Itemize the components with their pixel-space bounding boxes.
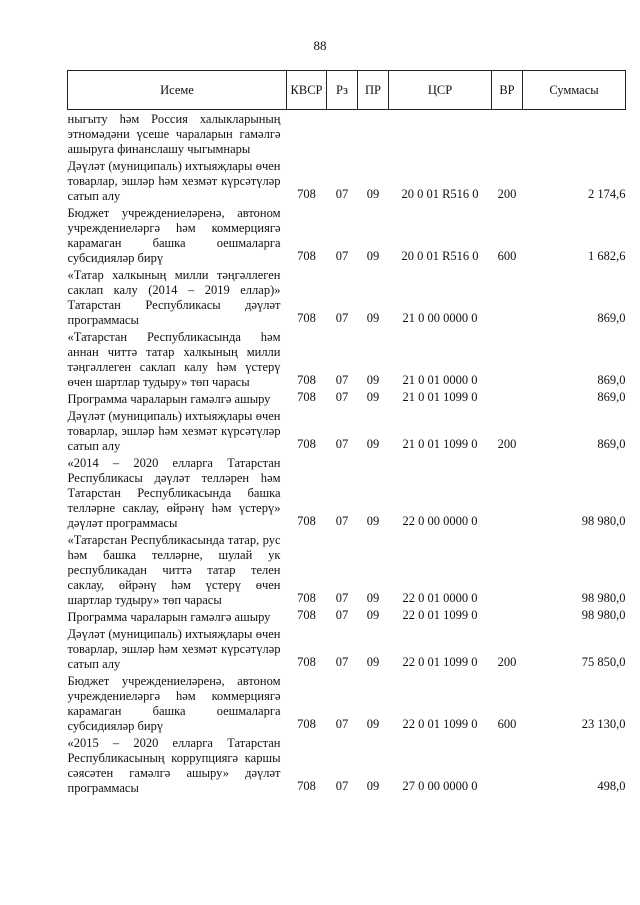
cell-name: Дәүләт (муниципаль) ихтыяҗлары өчен товарлар, эшләр һәм хезмәт күрсәтүләр сатып алу [67, 159, 281, 203]
cell-sum: 98 980,0 [581, 514, 626, 528]
cell-vr: 200 [497, 437, 517, 451]
table-row [68, 390, 626, 407]
cell-pr [358, 110, 389, 158]
cell-rz: 07 [335, 187, 349, 201]
cell-pr: 09 [366, 655, 380, 669]
table-header-row [68, 71, 626, 110]
cell-rz: 07 [335, 608, 349, 622]
cell-pr: 09 [366, 591, 380, 605]
cell-pr: 09 [366, 514, 380, 528]
cell-csr: 21 0 01 0000 0 [402, 373, 478, 387]
cell-sum: 23 130,0 [581, 717, 626, 731]
cell-vr [492, 454, 523, 531]
header-vr: ВР [492, 71, 523, 110]
cell-name: Программа чараларын гамәлгә ашыру [67, 392, 271, 406]
cell-vr [492, 734, 523, 796]
cell-kvsr: 708 [297, 591, 316, 605]
cell-name: ныгыту һәм Россия халыкларының этномәдәни үсеше чараларын гамәлгә ашыруга финанслашу чыгымнары [67, 112, 281, 156]
cell-sum: 498,0 [597, 779, 626, 793]
cell-name: Дәүләт (муниципаль) ихтыяҗлары өчен товарлар, эшләр һәм хезмәт күрсәтүләр сатып алу [67, 409, 281, 453]
cell-sum: 869,0 [597, 437, 626, 451]
cell-pr: 09 [366, 311, 380, 325]
cell-pr: 09 [366, 717, 380, 731]
cell-name: Дәүләт (муниципаль) ихтыяҗлары өчен товарлар, эшләр һәм хезмәт күрсәтүләр сатып алу [67, 627, 281, 671]
cell-kvsr: 708 [297, 249, 316, 263]
cell-name: Бюджет учреждениеләренә, автоном учреждениеләргә һәм коммерциягә карамаган башка оешмаларга субсидияләр бирү [67, 206, 281, 265]
header-sum: Суммасы [523, 71, 626, 110]
cell-vr [492, 110, 523, 158]
cell-csr: 22 0 00 0000 0 [402, 514, 478, 528]
cell-sum: 869,0 [597, 390, 626, 404]
cell-kvsr: 708 [297, 779, 316, 793]
table-row [68, 407, 626, 454]
cell-rz: 07 [335, 249, 349, 263]
cell-sum: 869,0 [597, 373, 626, 387]
cell-csr [389, 110, 492, 158]
budget-table [67, 70, 626, 796]
cell-vr: 600 [497, 717, 517, 731]
cell-name: «2014 – 2020 елларга Татарстан Республикасы дәүләт телләрен һәм Татарстан Республикасында башка телләрне саклау, өйрәнү һәм үстерү» дәүләт программасы [67, 456, 281, 530]
table-row [68, 672, 626, 734]
cell-name: «Татарстан Республикасында татар, рус һәм башка телләрне, шулай ук республикадан читтә татар телен саклау, өйрәнү һәм үстерү өчен шартлар тудыру» төп чарасы [67, 533, 281, 607]
cell-pr: 09 [366, 249, 380, 263]
cell-rz: 07 [335, 717, 349, 731]
cell-rz: 07 [335, 373, 349, 387]
header-csr: ЦСР [389, 71, 492, 110]
cell-kvsr: 708 [297, 187, 316, 201]
cell-vr: 200 [497, 655, 517, 669]
cell-pr: 09 [366, 373, 380, 387]
cell-csr: 21 0 01 1099 0 [402, 390, 478, 404]
cell-kvsr: 708 [297, 514, 316, 528]
cell-vr: 200 [497, 187, 517, 201]
table-row [68, 266, 626, 328]
table-row [68, 531, 626, 608]
cell-csr: 21 0 00 0000 0 [402, 311, 478, 325]
cell-csr: 22 0 01 1099 0 [402, 717, 478, 731]
cell-rz: 07 [335, 311, 349, 325]
cell-kvsr: 708 [297, 437, 316, 451]
header-name: Исеме [68, 71, 287, 110]
header-kvsr: КВСР [287, 71, 327, 110]
cell-kvsr: 708 [297, 608, 316, 622]
cell-sum [523, 110, 626, 158]
cell-csr: 22 0 01 0000 0 [402, 591, 478, 605]
cell-csr: 20 0 01 R516 0 [401, 187, 479, 201]
cell-kvsr [287, 110, 327, 158]
table-row [68, 454, 626, 531]
header-rz: Рз [327, 71, 358, 110]
table-row [68, 608, 626, 625]
cell-rz: 07 [335, 514, 349, 528]
cell-rz: 07 [335, 779, 349, 793]
cell-rz: 07 [335, 390, 349, 404]
cell-kvsr: 708 [297, 311, 316, 325]
table-row [68, 157, 626, 204]
cell-rz: 07 [335, 437, 349, 451]
cell-vr [492, 390, 523, 407]
table-row [68, 625, 626, 672]
cell-kvsr: 708 [297, 373, 316, 387]
table-row [68, 204, 626, 266]
cell-sum: 75 850,0 [581, 655, 626, 669]
cell-rz: 07 [335, 591, 349, 605]
cell-rz: 07 [335, 655, 349, 669]
cell-pr: 09 [366, 390, 380, 404]
header-pr: ПР [358, 71, 389, 110]
cell-rz [327, 110, 358, 158]
cell-csr: 20 0 01 R516 0 [401, 249, 479, 263]
cell-vr [492, 328, 523, 390]
cell-sum: 2 174,6 [588, 187, 626, 201]
cell-pr: 09 [366, 779, 380, 793]
page-number: 88 [313, 38, 327, 53]
cell-kvsr: 708 [297, 717, 316, 731]
table-row [68, 734, 626, 796]
cell-pr: 09 [366, 608, 380, 622]
cell-csr: 22 0 01 1099 0 [402, 608, 478, 622]
cell-pr: 09 [366, 437, 380, 451]
cell-sum: 1 682,6 [588, 249, 626, 263]
cell-vr [492, 608, 523, 625]
cell-csr: 27 0 00 0000 0 [402, 779, 478, 793]
table-row [68, 110, 626, 158]
cell-name: «Татарстан Республикасында һәм аннан читтә татар халкының милли тәңгәллеген саклап калу һәм үстерү өчен шартлар тудыру» төп чарасы [67, 330, 281, 389]
cell-vr: 600 [497, 249, 517, 263]
cell-sum: 98 980,0 [581, 608, 626, 622]
cell-kvsr: 708 [297, 390, 316, 404]
cell-name: «Татар халкының милли тәңгәллеген саклап калу (2014 – 2019 еллар)» Татарстан Республикасы дәүләт программасы [67, 268, 281, 327]
table-body [68, 110, 626, 797]
cell-name: Бюджет учреждениеләренә, автоном учреждениеләргә һәм коммерциягә карамаган башка оешмаларга субсидияләр бирү [67, 674, 281, 733]
table-row [68, 328, 626, 390]
cell-csr: 22 0 01 1099 0 [402, 655, 478, 669]
cell-sum: 98 980,0 [581, 591, 626, 605]
cell-kvsr: 708 [297, 655, 316, 669]
cell-csr: 21 0 01 1099 0 [402, 437, 478, 451]
cell-name: Программа чараларын гамәлгә ашыру [67, 610, 271, 624]
cell-pr: 09 [366, 187, 380, 201]
cell-vr [492, 531, 523, 608]
cell-name: «2015 – 2020 елларга Татарстан Республикасының коррупциягә каршы сәясәтен гамәлгә ашыру» дәүләт программасы [67, 736, 281, 795]
cell-sum: 869,0 [597, 311, 626, 325]
cell-vr [492, 266, 523, 328]
